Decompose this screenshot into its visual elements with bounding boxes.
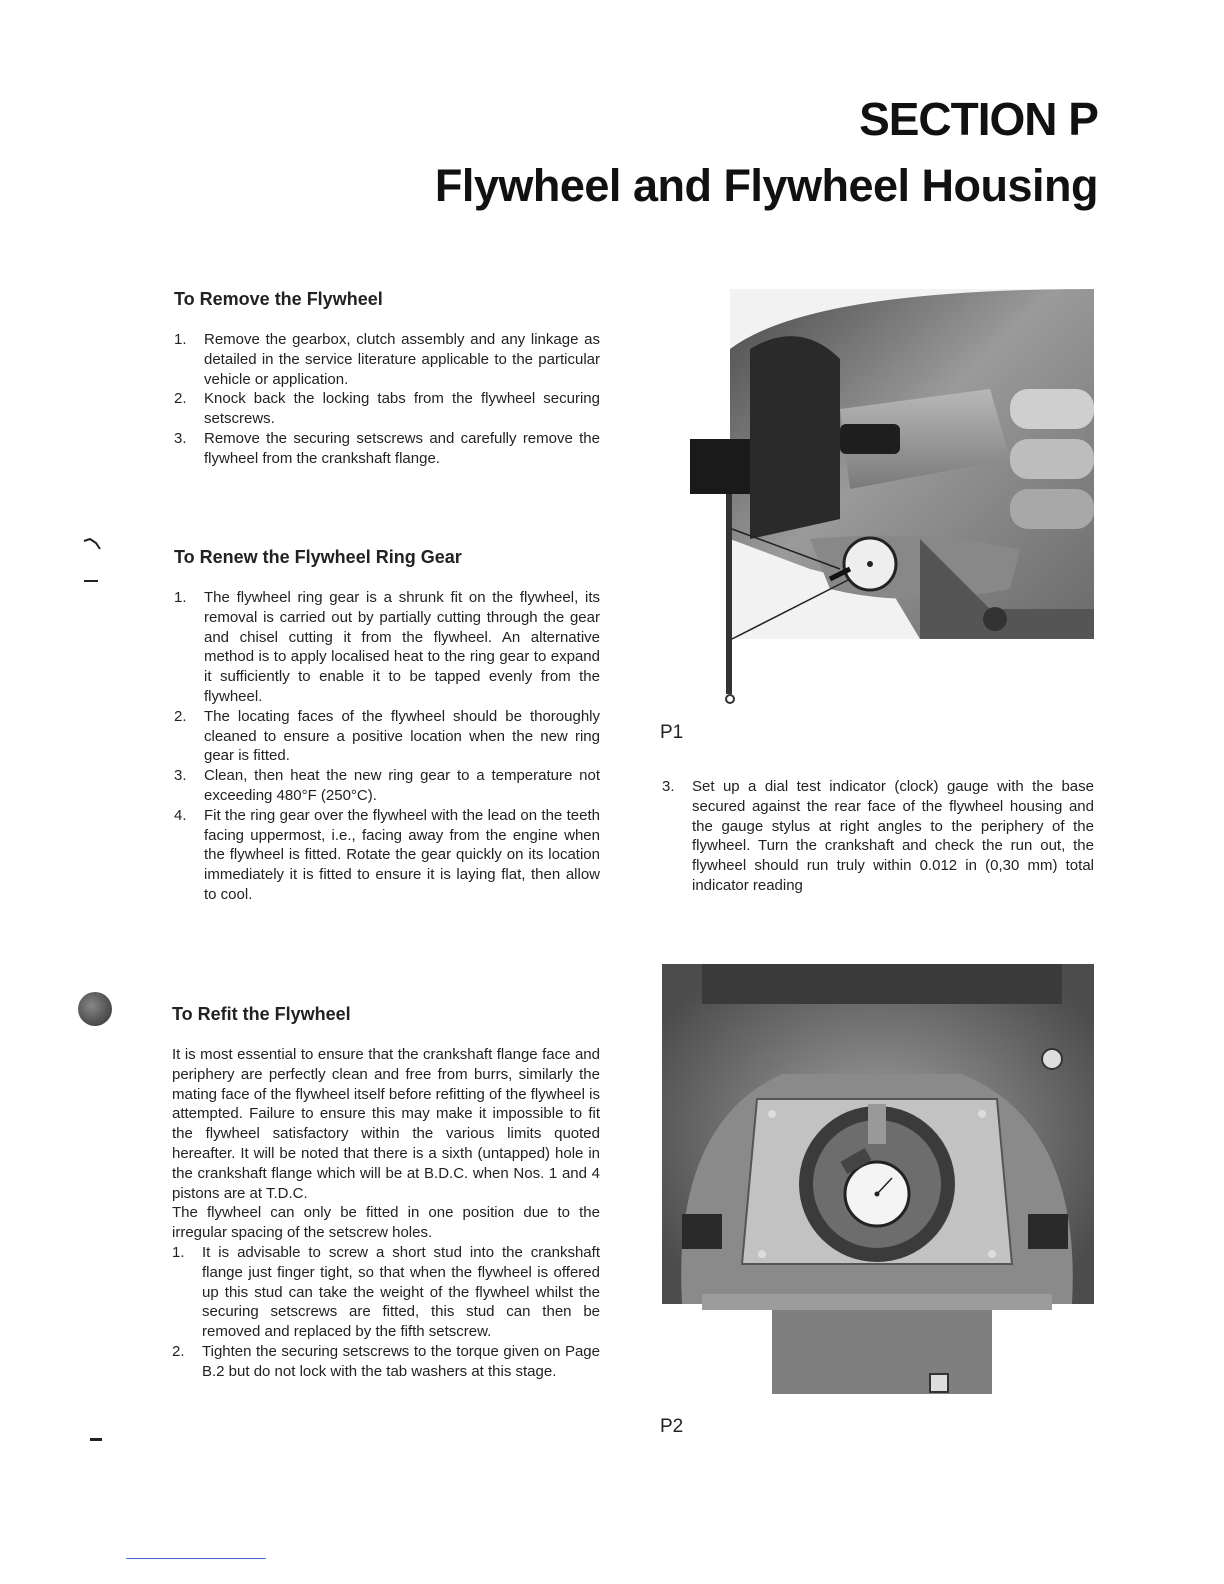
bottom-rule	[126, 1558, 266, 1559]
remove-flywheel-heading: To Remove the Flywheel	[174, 289, 383, 309]
page-title: Flywheel and Flywheel Housing	[434, 160, 1098, 211]
section-title: SECTION P	[859, 93, 1098, 145]
refit-intro-paragraph: It is most essential to ensure that the crankshaft flange face and periphery are perfectly clean and free from burrs, similarly the mating face of the flywheel itself before refitting of the flywheel is attempted. Failure to ensure this may make it impossible to fit the flywheel satisfactory within the various limits quoted hereafter. It will be noted that there is a sixth (untapped) hole in the crankshaft flange which will be at B.D.C. when Nos. 1 and 4 pistons are at T.D.C.	[172, 1046, 600, 1202]
remove-flywheel-section	[174, 289, 600, 469]
refit-flywheel-heading: To Refit the Flywheel	[172, 1004, 351, 1024]
list-item: 3. Remove the securing setscrews and carefully remove the flywheel from the crankshaft flange.	[174, 429, 600, 467]
list-item: 1. The flywheel ring gear is a shrunk fit on the flywheel, its removal is carried out by partially cutting through the gear and chisel cutting it from the flywheel. An alternative method is to apply localised heat to the ring gear to expand it sufficiently to enable it to be tapped evenly from the flywheel.	[174, 589, 600, 705]
list-item: 3. Set up a dial test indicator (clock) gauge with the base secured against the rear face of the flywheel housing and the gauge stylus at right angles to the periphery of the flywheel. Turn the crankshaft and check the run out, the flywheel should run truly within 0.012 in (0,30 mm) total indicator reading	[662, 778, 1094, 894]
figure-p1-label: P1	[660, 722, 684, 743]
run-out-steps	[662, 777, 1094, 896]
renew-ring-gear-steps	[174, 588, 600, 905]
refit-flywheel-steps	[172, 1243, 600, 1382]
list-item: 2. Tighten the securing setscrews to the torque given on Page B.2 but do not lock with the tab washers at this stage.	[172, 1342, 600, 1380]
figure-p1-photo	[690, 289, 1094, 707]
figure-p2-photo	[662, 964, 1094, 1404]
renew-ring-gear-section	[174, 547, 600, 905]
list-item: 2. Knock back the locking tabs from the flywheel securing setscrews.	[174, 390, 600, 428]
list-item: 2. The locating faces of the flywheel should be thoroughly cleaned to ensure a positive location when the new ring gear is fitted.	[174, 707, 600, 765]
list-item: 1. Remove the gearbox, clutch assembly and any linkage as detailed in the service literature applicable to the particular vehicle or application.	[174, 331, 600, 388]
margin-dash	[90, 1438, 102, 1441]
margin-dash	[84, 580, 98, 582]
step3-paragraph	[662, 777, 1094, 896]
refit-flywheel-section	[172, 1004, 600, 1382]
list-item: 4. Fit the ring gear over the flywheel with the lead on the teeth facing uppermost, i.e., facing away from the engine when the flywheel is fitted. Rotate the gear quickly on its location immediately it is fitted to ensure it is laying flat, then allow to cool.	[174, 806, 600, 903]
renew-ring-gear-heading: To Renew the Flywheel Ring Gear	[174, 547, 462, 567]
margin-punch-hole	[78, 992, 112, 1026]
remove-flywheel-steps	[174, 330, 600, 469]
figure-p2-label: P2	[660, 1416, 684, 1437]
refit-position-paragraph: The flywheel can only be fitted in one position due to the irregular spacing of the setscrew holes.	[172, 1204, 600, 1242]
list-item: 1. It is advisable to screw a short stud into the crankshaft flange just finger tight, so that when the flywheel is offered up this stud can take the weight of the flywheel whilst the securing setscrews are fitted, this stud can then be removed and replaced by the fifth setscrew.	[172, 1243, 600, 1341]
list-item: 3. Clean, then heat the new ring gear to a temperature not exceeding 480°F (250°C).	[174, 767, 600, 804]
margin-tick-mark	[82, 537, 102, 551]
